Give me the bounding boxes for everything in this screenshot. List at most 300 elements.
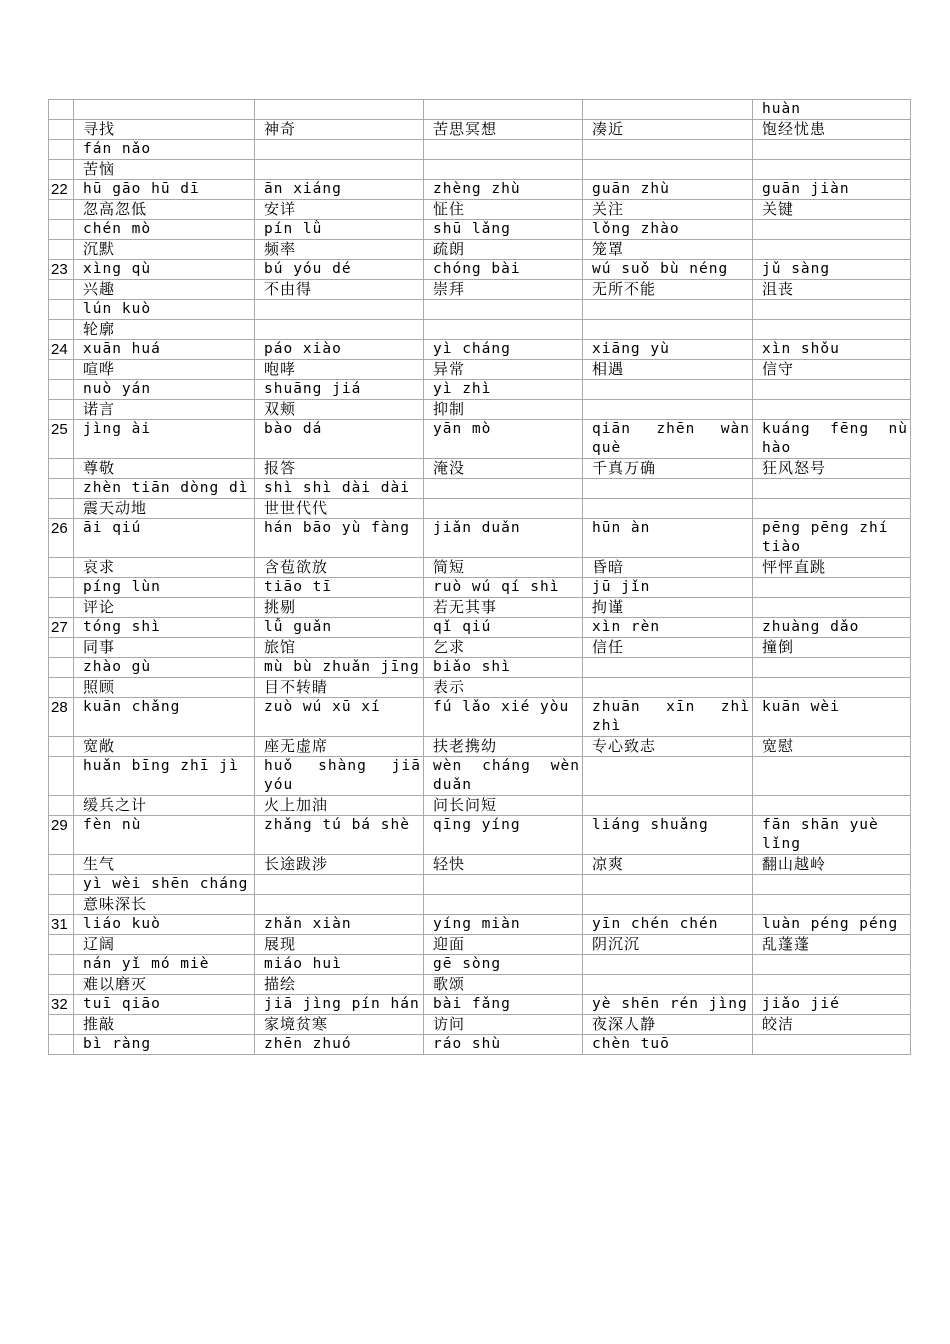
- hanzi-cell: [424, 160, 583, 180]
- hanzi-cell: 不由得: [255, 280, 424, 300]
- hanzi-cell: 挑剔: [255, 598, 424, 618]
- hanzi-cell: 轮廓: [74, 320, 255, 340]
- pinyin-cell: biǎo shì: [424, 658, 583, 678]
- pinyin-cell: shū lǎng: [424, 220, 583, 240]
- pinyin-cell: [753, 220, 911, 240]
- hanzi-cell: 访问: [424, 1015, 583, 1035]
- pinyin-cell: ruò wú qí shì: [424, 578, 583, 598]
- pinyin-cell: xìn rèn: [583, 618, 753, 638]
- hanzi-cell: 苦思冥想: [424, 120, 583, 140]
- lesson-number: [49, 220, 74, 240]
- hanzi-cell: 兴趣: [74, 280, 255, 300]
- pinyin-cell: zuò wú xū xí: [255, 698, 424, 737]
- lesson-number: [49, 380, 74, 400]
- hanzi-cell: 长途跋涉: [255, 855, 424, 875]
- pinyin-row: [49, 915, 911, 935]
- hanzi-cell: 座无虚席: [255, 737, 424, 757]
- pinyin-cell: liáo kuò: [74, 915, 255, 935]
- pinyin-cell: lǒng zhào: [583, 220, 753, 240]
- hanzi-row: [49, 320, 911, 340]
- pinyin-cell: lǚ guǎn: [255, 618, 424, 638]
- pinyin-row: [49, 140, 911, 160]
- hanzi-cell: 哀求: [74, 558, 255, 578]
- pinyin-cell: bào dá: [255, 420, 424, 459]
- pinyin-cell: [583, 658, 753, 678]
- lesson-number: [49, 400, 74, 420]
- hanzi-cell: [424, 320, 583, 340]
- pinyin-cell: [74, 100, 255, 120]
- pinyin-cell: [424, 479, 583, 499]
- lesson-number: 28: [49, 698, 74, 737]
- pinyin-cell: [255, 140, 424, 160]
- pinyin-cell: kuān wèi: [753, 698, 911, 737]
- pinyin-cell: yíng miàn: [424, 915, 583, 935]
- pinyin-cell: tiāo tī: [255, 578, 424, 598]
- hanzi-cell: 怔住: [424, 200, 583, 220]
- pinyin-row: [49, 340, 911, 360]
- hanzi-cell: [255, 320, 424, 340]
- lesson-number: [49, 280, 74, 300]
- pinyin-cell: bài fǎng: [424, 995, 583, 1015]
- hanzi-cell: 歌颂: [424, 975, 583, 995]
- lesson-number: [49, 578, 74, 598]
- hanzi-cell: 阴沉沉: [583, 935, 753, 955]
- hanzi-cell: [424, 499, 583, 519]
- hanzi-cell: [753, 796, 911, 816]
- pinyin-cell: [424, 300, 583, 320]
- pinyin-cell: chén mò: [74, 220, 255, 240]
- lesson-number: 27: [49, 618, 74, 638]
- pinyin-cell: lún kuò: [74, 300, 255, 320]
- hanzi-cell: [753, 160, 911, 180]
- hanzi-cell: 寻找: [74, 120, 255, 140]
- hanzi-cell: 相遇: [583, 360, 753, 380]
- table-body: [49, 100, 911, 1055]
- hanzi-cell: 疏朗: [424, 240, 583, 260]
- hanzi-cell: [753, 598, 911, 618]
- hanzi-cell: [583, 975, 753, 995]
- lesson-number: [49, 658, 74, 678]
- pinyin-cell: huǒ shàng jiā yóu: [255, 757, 424, 796]
- lesson-number: [49, 638, 74, 658]
- pinyin-cell: jū jǐn: [583, 578, 753, 598]
- hanzi-cell: 夜深人静: [583, 1015, 753, 1035]
- hanzi-cell: 无所不能: [583, 280, 753, 300]
- hanzi-cell: 照顾: [74, 678, 255, 698]
- pinyin-cell: hū gāo hū dī: [74, 180, 255, 200]
- hanzi-cell: [255, 160, 424, 180]
- hanzi-row: [49, 400, 911, 420]
- pinyin-cell: xuān huá: [74, 340, 255, 360]
- pinyin-cell: ān xiáng: [255, 180, 424, 200]
- hanzi-cell: 生气: [74, 855, 255, 875]
- lesson-number: [49, 895, 74, 915]
- lesson-number: [49, 935, 74, 955]
- hanzi-cell: 评论: [74, 598, 255, 618]
- lesson-number: [49, 499, 74, 519]
- lesson-number: [49, 875, 74, 895]
- pinyin-cell: [583, 140, 753, 160]
- hanzi-row: [49, 160, 911, 180]
- pinyin-cell: [753, 300, 911, 320]
- hanzi-cell: 崇拜: [424, 280, 583, 300]
- lesson-number: [49, 200, 74, 220]
- hanzi-cell: 报答: [255, 459, 424, 479]
- pinyin-cell: jiǎo jié: [753, 995, 911, 1015]
- hanzi-cell: 旅馆: [255, 638, 424, 658]
- pinyin-cell: yān mò: [424, 420, 583, 459]
- pinyin-cell: yì cháng: [424, 340, 583, 360]
- hanzi-cell: [583, 678, 753, 698]
- pinyin-cell: mù bù zhuǎn jīng: [255, 658, 424, 678]
- pinyin-row: [49, 300, 911, 320]
- pinyin-cell: shuāng jiá: [255, 380, 424, 400]
- lesson-number: [49, 558, 74, 578]
- hanzi-cell: 苦恼: [74, 160, 255, 180]
- lesson-number: [49, 100, 74, 120]
- hanzi-cell: 笼罩: [583, 240, 753, 260]
- hanzi-row: [49, 895, 911, 915]
- pinyin-cell: zhuàng dǎo: [753, 618, 911, 638]
- pinyin-cell: [583, 300, 753, 320]
- pinyin-cell: nán yǐ mó miè: [74, 955, 255, 975]
- hanzi-row: [49, 855, 911, 875]
- pinyin-row: [49, 816, 911, 855]
- pinyin-cell: páo xiào: [255, 340, 424, 360]
- hanzi-cell: 展现: [255, 935, 424, 955]
- pinyin-cell: zhuān xīn zhì zhì: [583, 698, 753, 737]
- hanzi-cell: [583, 320, 753, 340]
- pinyin-cell: qīng yíng: [424, 816, 583, 855]
- hanzi-cell: 凑近: [583, 120, 753, 140]
- pinyin-row: [49, 1035, 911, 1055]
- pinyin-cell: [583, 757, 753, 796]
- lesson-number: [49, 1035, 74, 1055]
- pinyin-cell: yīn chén chén: [583, 915, 753, 935]
- pinyin-cell: [583, 380, 753, 400]
- lesson-number: 23: [49, 260, 74, 280]
- lesson-number: [49, 240, 74, 260]
- pinyin-cell: liáng shuǎng: [583, 816, 753, 855]
- hanzi-cell: 轻快: [424, 855, 583, 875]
- pinyin-cell: jǔ sàng: [753, 260, 911, 280]
- hanzi-row: [49, 558, 911, 578]
- pinyin-row: [49, 757, 911, 796]
- hanzi-cell: 专心致志: [583, 737, 753, 757]
- pinyin-cell: zhǎng tú bá shè: [255, 816, 424, 855]
- hanzi-row: [49, 935, 911, 955]
- pinyin-cell: [753, 1035, 911, 1055]
- pinyin-cell: tuī qiāo: [74, 995, 255, 1015]
- hanzi-cell: [753, 678, 911, 698]
- pinyin-cell: [753, 578, 911, 598]
- hanzi-row: [49, 737, 911, 757]
- pinyin-row: [49, 380, 911, 400]
- hanzi-cell: [753, 240, 911, 260]
- hanzi-cell: 火上加油: [255, 796, 424, 816]
- hanzi-row: [49, 240, 911, 260]
- hanzi-cell: 翻山越岭: [753, 855, 911, 875]
- pinyin-cell: bú yóu dé: [255, 260, 424, 280]
- lesson-number: [49, 120, 74, 140]
- pinyin-cell: yì wèi shēn cháng: [74, 875, 255, 895]
- lesson-number: [49, 975, 74, 995]
- hanzi-cell: 神奇: [255, 120, 424, 140]
- pinyin-cell: [753, 479, 911, 499]
- hanzi-cell: 饱经忧患: [753, 120, 911, 140]
- hanzi-cell: 表示: [424, 678, 583, 698]
- pinyin-cell: huǎn bīng zhī jì: [74, 757, 255, 796]
- hanzi-cell: 尊敬: [74, 459, 255, 479]
- pinyin-cell: hán bāo yù fàng: [255, 519, 424, 558]
- hanzi-cell: 异常: [424, 360, 583, 380]
- lesson-number: [49, 678, 74, 698]
- pinyin-cell: zhào gù: [74, 658, 255, 678]
- hanzi-cell: 目不转睛: [255, 678, 424, 698]
- hanzi-row: [49, 638, 911, 658]
- lesson-number: 24: [49, 340, 74, 360]
- pinyin-row: [49, 420, 911, 459]
- hanzi-row: [49, 975, 911, 995]
- hanzi-row: [49, 459, 911, 479]
- lesson-number: [49, 598, 74, 618]
- pinyin-cell: zhēn zhuó: [255, 1035, 424, 1055]
- hanzi-cell: 忽高忽低: [74, 200, 255, 220]
- lesson-number: [49, 1015, 74, 1035]
- pinyin-cell: bì ràng: [74, 1035, 255, 1055]
- pinyin-cell: xiāng yù: [583, 340, 753, 360]
- hanzi-cell: 简短: [424, 558, 583, 578]
- pinyin-row: [49, 479, 911, 499]
- hanzi-cell: 频率: [255, 240, 424, 260]
- pinyin-cell: yè shēn rén jìng: [583, 995, 753, 1015]
- vocabulary-table: [48, 99, 911, 1055]
- hanzi-cell: 世世代代: [255, 499, 424, 519]
- lesson-number: [49, 300, 74, 320]
- pinyin-cell: [583, 100, 753, 120]
- hanzi-cell: 狂风怒号: [753, 459, 911, 479]
- hanzi-cell: 怦怦直跳: [753, 558, 911, 578]
- pinyin-cell: [583, 955, 753, 975]
- pinyin-cell: xìn shǒu: [753, 340, 911, 360]
- hanzi-cell: [583, 160, 753, 180]
- hanzi-cell: 双颊: [255, 400, 424, 420]
- hanzi-cell: 缓兵之计: [74, 796, 255, 816]
- pinyin-row: [49, 100, 911, 120]
- lesson-number: [49, 955, 74, 975]
- hanzi-cell: [753, 895, 911, 915]
- lesson-number: [49, 757, 74, 796]
- pinyin-cell: fān shān yuè lǐng: [753, 816, 911, 855]
- hanzi-cell: [753, 320, 911, 340]
- hanzi-cell: [583, 499, 753, 519]
- hanzi-cell: 意味深长: [74, 895, 255, 915]
- lesson-number: [49, 160, 74, 180]
- hanzi-cell: [753, 975, 911, 995]
- hanzi-cell: 皎洁: [753, 1015, 911, 1035]
- lesson-number: [49, 737, 74, 757]
- pinyin-cell: miáo huì: [255, 955, 424, 975]
- pinyin-cell: luàn péng péng: [753, 915, 911, 935]
- pinyin-row: [49, 578, 911, 598]
- pinyin-cell: [255, 100, 424, 120]
- lesson-number: [49, 140, 74, 160]
- pinyin-cell: kuān chǎng: [74, 698, 255, 737]
- hanzi-cell: 信守: [753, 360, 911, 380]
- hanzi-cell: [583, 400, 753, 420]
- hanzi-cell: 辽阔: [74, 935, 255, 955]
- pinyin-cell: qiān zhēn wàn què: [583, 420, 753, 459]
- pinyin-cell: [424, 100, 583, 120]
- pinyin-cell: wú suǒ bù néng: [583, 260, 753, 280]
- hanzi-cell: 抑制: [424, 400, 583, 420]
- hanzi-cell: 千真万确: [583, 459, 753, 479]
- pinyin-cell: kuáng fēng nù hào: [753, 420, 911, 459]
- pinyin-cell: [583, 875, 753, 895]
- pinyin-row: [49, 698, 911, 737]
- pinyin-cell: āi qiú: [74, 519, 255, 558]
- hanzi-cell: 喧哗: [74, 360, 255, 380]
- hanzi-cell: 若无其事: [424, 598, 583, 618]
- pinyin-cell: jiǎn duǎn: [424, 519, 583, 558]
- pinyin-row: [49, 519, 911, 558]
- pinyin-cell: xìng qù: [74, 260, 255, 280]
- pinyin-cell: [753, 757, 911, 796]
- hanzi-row: [49, 200, 911, 220]
- lesson-number: [49, 796, 74, 816]
- pinyin-cell: fèn nù: [74, 816, 255, 855]
- hanzi-cell: 淹没: [424, 459, 583, 479]
- pinyin-cell: shì shì dài dài: [255, 479, 424, 499]
- lesson-number: 32: [49, 995, 74, 1015]
- pinyin-cell: [753, 875, 911, 895]
- lesson-number: 29: [49, 816, 74, 855]
- pinyin-cell: jiā jìng pín hán: [255, 995, 424, 1015]
- pinyin-row: [49, 658, 911, 678]
- hanzi-cell: 撞倒: [753, 638, 911, 658]
- pinyin-cell: guān zhù: [583, 180, 753, 200]
- hanzi-cell: 难以磨灭: [74, 975, 255, 995]
- pinyin-cell: hūn àn: [583, 519, 753, 558]
- hanzi-cell: 凉爽: [583, 855, 753, 875]
- hanzi-cell: 同事: [74, 638, 255, 658]
- hanzi-cell: 拘谨: [583, 598, 753, 618]
- hanzi-cell: 信任: [583, 638, 753, 658]
- pinyin-cell: [753, 955, 911, 975]
- pinyin-cell: zhèng zhù: [424, 180, 583, 200]
- lesson-number: [49, 320, 74, 340]
- hanzi-row: [49, 499, 911, 519]
- pinyin-cell: chóng bài: [424, 260, 583, 280]
- pinyin-cell: fú lǎo xié yòu: [424, 698, 583, 737]
- lesson-number: 22: [49, 180, 74, 200]
- lesson-number: [49, 855, 74, 875]
- pinyin-cell: [753, 380, 911, 400]
- hanzi-row: [49, 360, 911, 380]
- pinyin-cell: fán nǎo: [74, 140, 255, 160]
- pinyin-cell: gē sòng: [424, 955, 583, 975]
- pinyin-cell: qǐ qiú: [424, 618, 583, 638]
- hanzi-cell: 安详: [255, 200, 424, 220]
- hanzi-cell: 扶老携幼: [424, 737, 583, 757]
- pinyin-cell: yì zhì: [424, 380, 583, 400]
- pinyin-row: [49, 995, 911, 1015]
- pinyin-cell: huàn: [753, 100, 911, 120]
- hanzi-cell: 推敲: [74, 1015, 255, 1035]
- hanzi-cell: 问长问短: [424, 796, 583, 816]
- pinyin-cell: ráo shù: [424, 1035, 583, 1055]
- pinyin-row: [49, 180, 911, 200]
- hanzi-cell: 昏暗: [583, 558, 753, 578]
- hanzi-cell: [753, 499, 911, 519]
- hanzi-cell: 咆哮: [255, 360, 424, 380]
- pinyin-cell: píng lùn: [74, 578, 255, 598]
- hanzi-cell: 关键: [753, 200, 911, 220]
- pinyin-cell: [255, 300, 424, 320]
- hanzi-cell: 宽慰: [753, 737, 911, 757]
- hanzi-cell: 家境贫寒: [255, 1015, 424, 1035]
- hanzi-cell: 宽敞: [74, 737, 255, 757]
- pinyin-cell: nuò yán: [74, 380, 255, 400]
- hanzi-cell: 关注: [583, 200, 753, 220]
- lesson-number: 25: [49, 420, 74, 459]
- lesson-number: [49, 360, 74, 380]
- hanzi-cell: 乱蓬蓬: [753, 935, 911, 955]
- hanzi-cell: 乞求: [424, 638, 583, 658]
- hanzi-cell: 沮丧: [753, 280, 911, 300]
- hanzi-cell: [753, 400, 911, 420]
- hanzi-row: [49, 796, 911, 816]
- hanzi-cell: 含苞欲放: [255, 558, 424, 578]
- hanzi-cell: 沉默: [74, 240, 255, 260]
- pinyin-row: [49, 955, 911, 975]
- hanzi-cell: 描绘: [255, 975, 424, 995]
- pinyin-cell: [255, 875, 424, 895]
- pinyin-cell: [424, 140, 583, 160]
- pinyin-cell: [424, 875, 583, 895]
- pinyin-cell: jìng ài: [74, 420, 255, 459]
- pinyin-row: [49, 875, 911, 895]
- lesson-number: [49, 459, 74, 479]
- hanzi-cell: [424, 895, 583, 915]
- pinyin-cell: zhǎn xiàn: [255, 915, 424, 935]
- pinyin-row: [49, 220, 911, 240]
- pinyin-cell: pín lǜ: [255, 220, 424, 240]
- lesson-number: 31: [49, 915, 74, 935]
- pinyin-cell: zhèn tiān dòng dì: [74, 479, 255, 499]
- pinyin-row: [49, 260, 911, 280]
- hanzi-row: [49, 280, 911, 300]
- hanzi-cell: [255, 895, 424, 915]
- pinyin-row: [49, 618, 911, 638]
- hanzi-row: [49, 1015, 911, 1035]
- hanzi-cell: 迎面: [424, 935, 583, 955]
- lesson-number: 26: [49, 519, 74, 558]
- vocabulary-table-container: [48, 99, 910, 1055]
- hanzi-cell: [583, 796, 753, 816]
- pinyin-cell: chèn tuō: [583, 1035, 753, 1055]
- hanzi-cell: [583, 895, 753, 915]
- pinyin-cell: tóng shì: [74, 618, 255, 638]
- hanzi-row: [49, 598, 911, 618]
- lesson-number: [49, 479, 74, 499]
- pinyin-cell: wèn cháng wèn duǎn: [424, 757, 583, 796]
- pinyin-cell: pēng pēng zhí tiào: [753, 519, 911, 558]
- hanzi-row: [49, 678, 911, 698]
- pinyin-cell: [583, 479, 753, 499]
- pinyin-cell: [753, 140, 911, 160]
- hanzi-row: [49, 120, 911, 140]
